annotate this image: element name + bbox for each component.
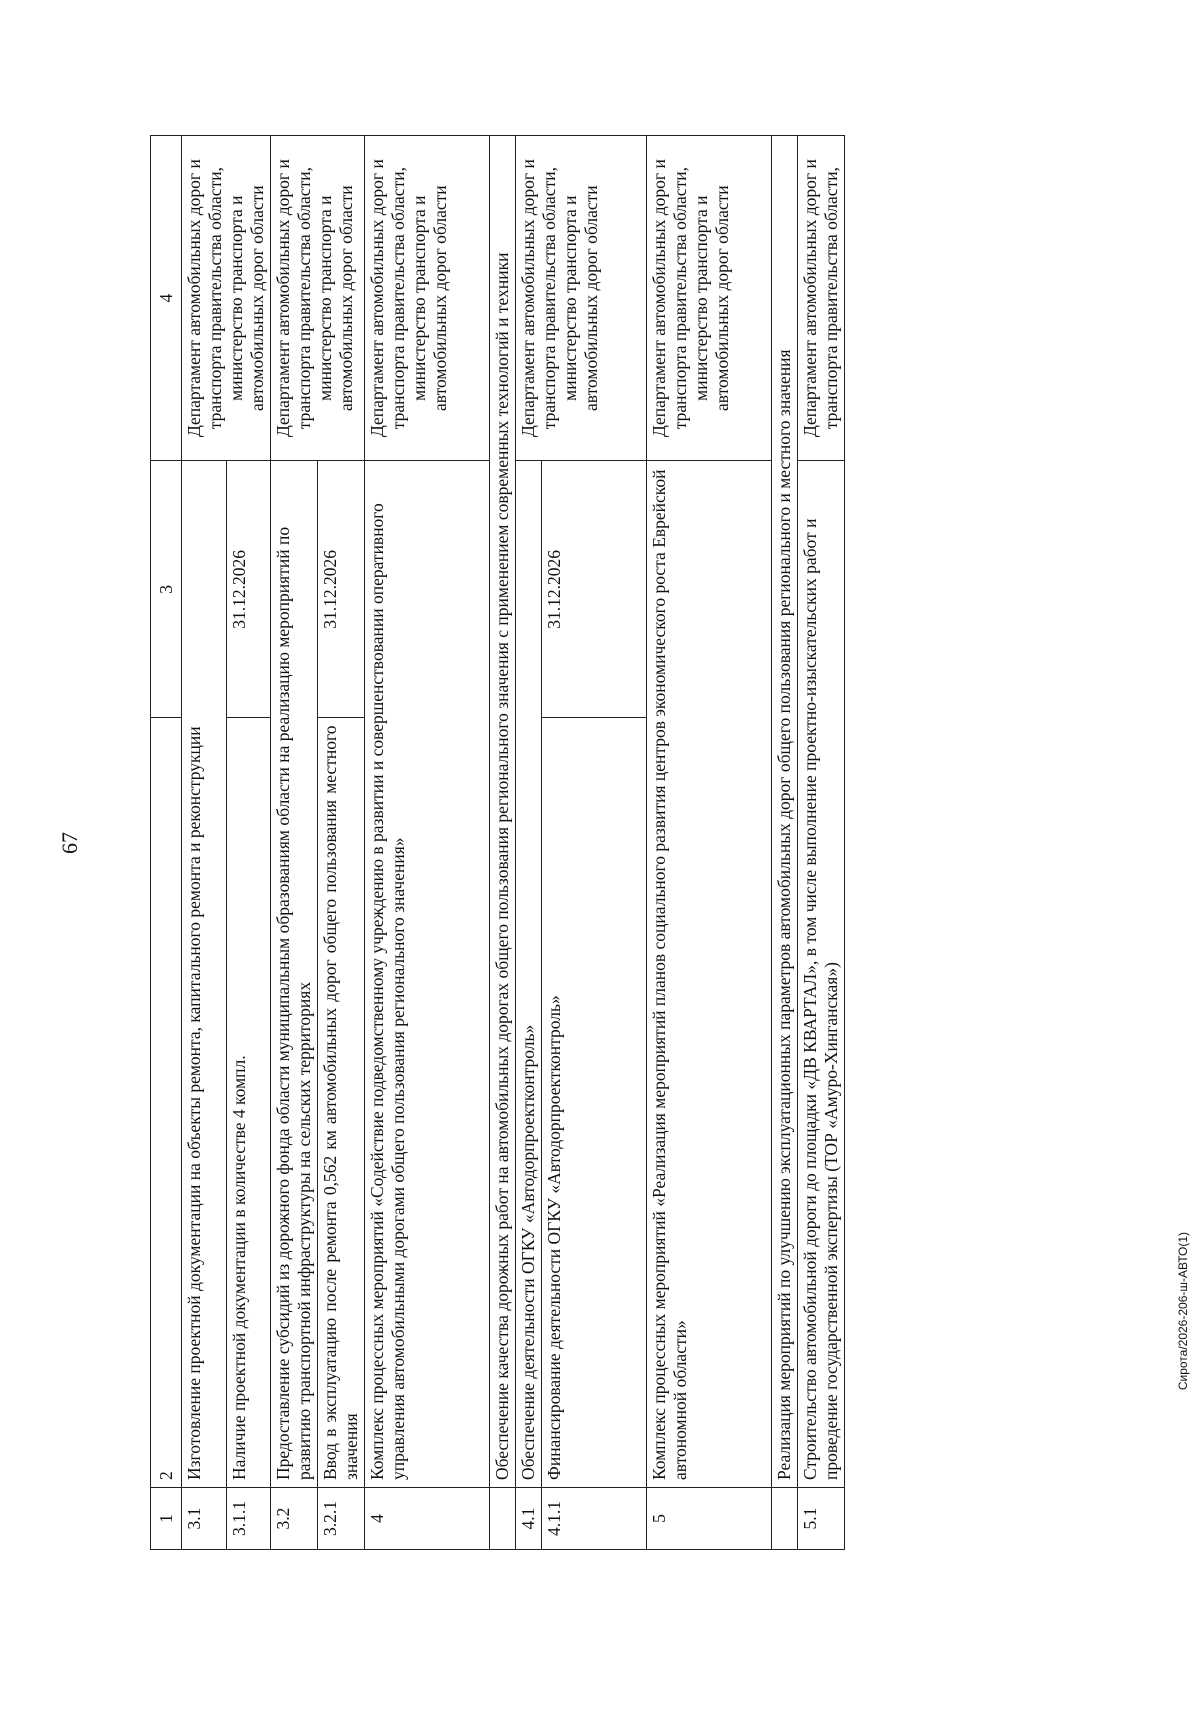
page-number: 67	[57, 832, 82, 854]
row-text: Ввод в эксплуатацию после ремонта 0,562 км автомобильных дорог общего пользования местного значения	[318, 718, 365, 1488]
table-row	[365, 136, 490, 1550]
responsible-dept: Департамент автомобильных дорог и транспорта правительства области, министерство транспорта и автомобильных дорог области	[647, 136, 772, 461]
row-date: 31.12.2026	[226, 461, 271, 718]
row-text: Комплекс процессных мероприятий «Реализация мероприятий планов социального развития центров экономического роста Еврейской автономной области»	[647, 461, 772, 1488]
row-text: Изготовление проектной документации на объекты ремонта, капитального ремонта и реконструкции	[182, 461, 227, 1488]
row-number: 5	[647, 1488, 772, 1550]
row-text: Предоставление субсидий из дорожного фонда области муниципальным образованиям области на реализацию мероприятий по развитию транспортной инфраструктуры на сельских территориях	[271, 461, 318, 1488]
responsible-dept: Департамент автомобильных дорог и транспорта правительства области, министерство транспорта и автомобильных дорог области	[516, 136, 647, 461]
row-number: 3.1	[182, 1488, 227, 1550]
responsible-dept: Департамент автомобильных дорог и транспорта правительства области, министерство транспорта и автомобильных дорог области	[365, 136, 490, 461]
row-text: Строительство автомобильной дороги до площадки «ДВ КВАРТАЛ», в том числе выполнение проектно-изыскательских работ и проведение государственной экспертизы (ТОР «Амуро-Хинганская»)	[798, 461, 845, 1488]
row-text: Финансирование деятельности ОГКУ «Автодорпроектконтроль»	[542, 718, 647, 1488]
row-number: 5.1	[798, 1488, 845, 1550]
row-number: 4.1.1	[542, 1488, 647, 1550]
measures-table	[150, 135, 845, 1550]
header-col-3: 3	[151, 461, 182, 718]
section-text: Обеспечение качества дорожных работ на автомобильных дорогах общего пользования регионального значения с применением современных технологий и техники	[490, 136, 516, 1488]
row-number: 3.1.1	[226, 1488, 271, 1550]
table-header-row	[151, 136, 182, 1550]
responsible-dept: Департамент автомобильных дорог и транспорта правительства области, министерство транспорта и автомобильных дорог области	[182, 136, 271, 461]
table-row	[647, 136, 772, 1550]
row-number	[490, 1488, 516, 1550]
responsible-dept: Департамент автомобильных дорог и транспорта правительства области, министерство транспорта и автомобильных дорог области	[271, 136, 365, 461]
header-col-1: 1	[151, 1488, 182, 1550]
table-row	[516, 136, 542, 1550]
row-text: Обеспечение деятельности ОГКУ «Автодорпроектконтроль»	[516, 461, 542, 1488]
table-row	[182, 136, 227, 1550]
header-col-4: 4	[151, 136, 182, 461]
row-number: 3.2.1	[318, 1488, 365, 1550]
document-code: Сирота/2026-206-ш-АВТО(1)	[1176, 1232, 1190, 1391]
row-number: 4	[365, 1488, 490, 1550]
row-text: Наличие проектной документации в количестве 4 компл.	[226, 718, 271, 1488]
responsible-dept: Департамент автомобильных дорог и транспорта правительства области,	[798, 136, 845, 461]
row-date: 31.12.2026	[318, 461, 365, 718]
row-number: 4.1	[516, 1488, 542, 1550]
rotated-table-wrapper	[150, 135, 1110, 1550]
row-text: Комплекс процессных мероприятий «Содействие подведомственному учреждению в развитии и совершенствовании оперативного управления автомобильными дорогами общего пользования регионального значения»	[365, 461, 490, 1488]
section-text: Реализация мероприятий по улучшению эксплуатационных параметров автомобильных дорог общего пользования регионального и местного значения	[772, 136, 798, 1488]
table-row	[490, 136, 516, 1550]
table-row	[271, 136, 318, 1550]
row-date: 31.12.2026	[542, 461, 647, 718]
row-number: 3.2	[271, 1488, 318, 1550]
header-col-2: 2	[151, 718, 182, 1488]
table-row	[772, 136, 798, 1550]
table-row	[798, 136, 845, 1550]
row-number	[772, 1488, 798, 1550]
